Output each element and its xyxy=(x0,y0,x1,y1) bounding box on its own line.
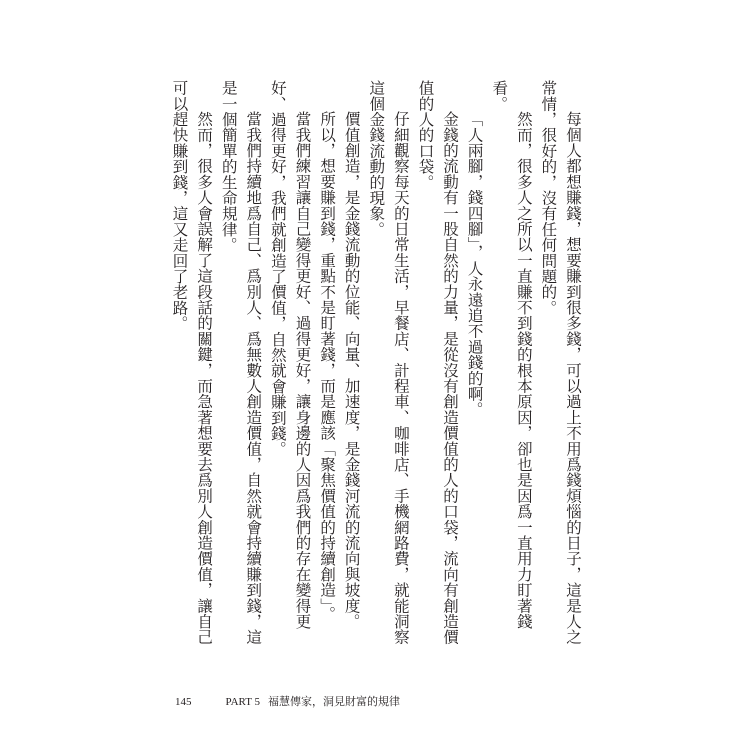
part-label: PART 5 xyxy=(225,696,260,708)
chapter-title: 福慧傳家，洞見財富的規律 xyxy=(268,696,400,708)
body-text xyxy=(167,80,585,645)
paragraph-2: 然而，很多人之所以一直賺不到錢的根本原因，卻也是因爲一直用力盯著錢看。 xyxy=(490,80,533,630)
paragraph-4: 金錢的流動有一股自然的力量，是從沒有創造價值的人的口袋，流向有創造價值的人的口袋。 xyxy=(416,80,460,645)
page-footer xyxy=(175,693,400,709)
paragraph-5: 仔細觀察每天的日常生活，早餐店、計程車、咖啡店、手機網路費，就能洞察這個金錢流動的現象。 xyxy=(367,80,410,645)
paragraph-8: 當我們練習讓自己變得更好、過得更好，讓身邊的人因爲我們的存在變得更好、過得更好，我們就創造了價值，自然就會賺到錢。 xyxy=(268,80,312,630)
paragraph-6: 價值創造，是金錢流動的位能、向量、加速度，是金錢河流的流向與坡度。 xyxy=(342,111,361,630)
paragraph-10: 然而，很多人會誤解了這段話的關鍵，而急著想要去爲別人創造價值，讓自己可以趕快賺到錢，這又走回了老路。 xyxy=(170,80,214,645)
paragraph-7: 所以，想要賺到錢，重點不是盯著錢，而是應該「聚焦價值的持續創造」。 xyxy=(318,111,337,622)
paragraph-9: 當我們持續地爲自己、爲別人、爲無數人創造價值，自然就會持續賺到錢，這是一個簡單的生命規律。 xyxy=(219,80,263,645)
paragraph-3: 「人兩腳，錢四腳」，人永遠追不過錢的啊。 xyxy=(465,111,484,418)
page-number: 145 xyxy=(175,696,192,708)
paragraph-1: 每個人都想賺錢，想要賺到很多錢，可以過上不用爲錢煩惱的日子，這是人之常情，很好的，沒有任何問題的。 xyxy=(539,80,582,645)
